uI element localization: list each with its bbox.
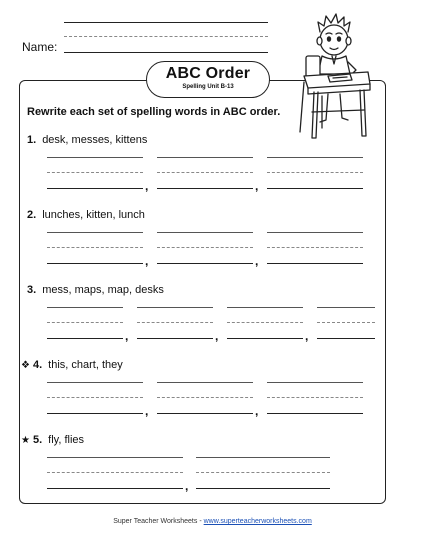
question-number: 3. [27, 284, 37, 296]
answer-guide-line [267, 397, 363, 398]
answer-line[interactable] [267, 382, 363, 383]
answer-line[interactable] [157, 157, 253, 158]
answer-guide-line [47, 247, 143, 248]
page-footer [0, 518, 425, 525]
answer-line[interactable] [137, 307, 213, 308]
answer-guide-line [47, 172, 143, 173]
answer-line[interactable] [47, 157, 143, 158]
answer-line[interactable] [47, 232, 143, 233]
comma: , [145, 404, 149, 418]
footer-brand: Super Teacher Worksheets [113, 518, 198, 525]
answer-guide-line [157, 397, 253, 398]
answer-guide-line [227, 322, 303, 323]
worksheet-subtitle: Spelling Unit B-13 [182, 84, 234, 90]
spelling-words: mess, maps, map, desks [42, 284, 164, 296]
name-field[interactable] [64, 52, 268, 53]
answer-baseline [267, 188, 363, 189]
question-4 [21, 359, 123, 371]
comma: , [305, 329, 309, 343]
answer-line[interactable] [196, 457, 330, 458]
challenge-marker-icon: ❖ [21, 360, 30, 371]
question-number: 2. [27, 209, 37, 221]
answer-baseline [47, 338, 123, 339]
answer-guide-line [317, 322, 375, 323]
answer-baseline [227, 338, 303, 339]
header-dashed-line [64, 36, 268, 37]
answer-baseline [47, 413, 143, 414]
instructions-text: Rewrite each set of spelling words in ABC order. [27, 106, 281, 118]
answer-line[interactable] [227, 307, 303, 308]
answer-baseline [157, 263, 253, 264]
answer-guide-line [196, 472, 330, 473]
answer-baseline [267, 263, 363, 264]
comma: , [255, 404, 259, 418]
boy-at-desk-illustration [298, 12, 374, 147]
spelling-words: lunches, kitten, lunch [42, 209, 145, 221]
worksheet-title: ABC Order [165, 65, 251, 82]
title-badge [146, 61, 270, 98]
answer-line[interactable] [47, 457, 183, 458]
answer-baseline [157, 188, 253, 189]
footer-separator: - [197, 518, 204, 525]
name-label: Name: [22, 40, 58, 54]
comma: , [215, 329, 219, 343]
answer-baseline [267, 413, 363, 414]
spelling-words: this, chart, they [48, 359, 123, 371]
answer-guide-line [267, 247, 363, 248]
answer-line[interactable] [317, 307, 375, 308]
answer-guide-line [157, 247, 253, 248]
spelling-words: fly, flies [48, 434, 85, 446]
comma: , [125, 329, 129, 343]
answer-baseline [47, 188, 143, 189]
answer-guide-line [157, 172, 253, 173]
comma: , [185, 479, 189, 493]
answer-baseline [47, 263, 143, 264]
question-3 [27, 284, 164, 296]
answer-guide-line [47, 397, 143, 398]
answer-guide-line [267, 172, 363, 173]
answer-baseline [137, 338, 213, 339]
answer-baseline [157, 413, 253, 414]
header-line-1 [64, 22, 268, 23]
question-2 [27, 209, 145, 221]
answer-baseline [317, 338, 375, 339]
answer-line[interactable] [47, 382, 143, 383]
answer-line[interactable] [47, 307, 123, 308]
answer-line[interactable] [267, 232, 363, 233]
answer-guide-line [47, 322, 123, 323]
comma: , [145, 179, 149, 193]
question-number: 1. [27, 134, 37, 146]
answer-line[interactable] [267, 157, 363, 158]
comma: , [255, 254, 259, 268]
comma: , [255, 179, 259, 193]
answer-line[interactable] [157, 232, 253, 233]
question-number: 4. [32, 359, 43, 371]
question-1 [27, 134, 147, 146]
answer-guide-line [137, 322, 213, 323]
answer-line[interactable] [157, 382, 253, 383]
answer-baseline [196, 488, 330, 489]
answer-guide-line [47, 472, 183, 473]
footer-website-link[interactable]: www.superteacherworksheets.com [203, 518, 312, 525]
question-5 [21, 434, 84, 446]
spelling-words: desk, messes, kittens [42, 134, 148, 146]
question-number: 5. [32, 434, 43, 446]
answer-baseline [47, 488, 183, 489]
star-marker-icon: ★ [21, 435, 30, 446]
comma: , [145, 254, 149, 268]
